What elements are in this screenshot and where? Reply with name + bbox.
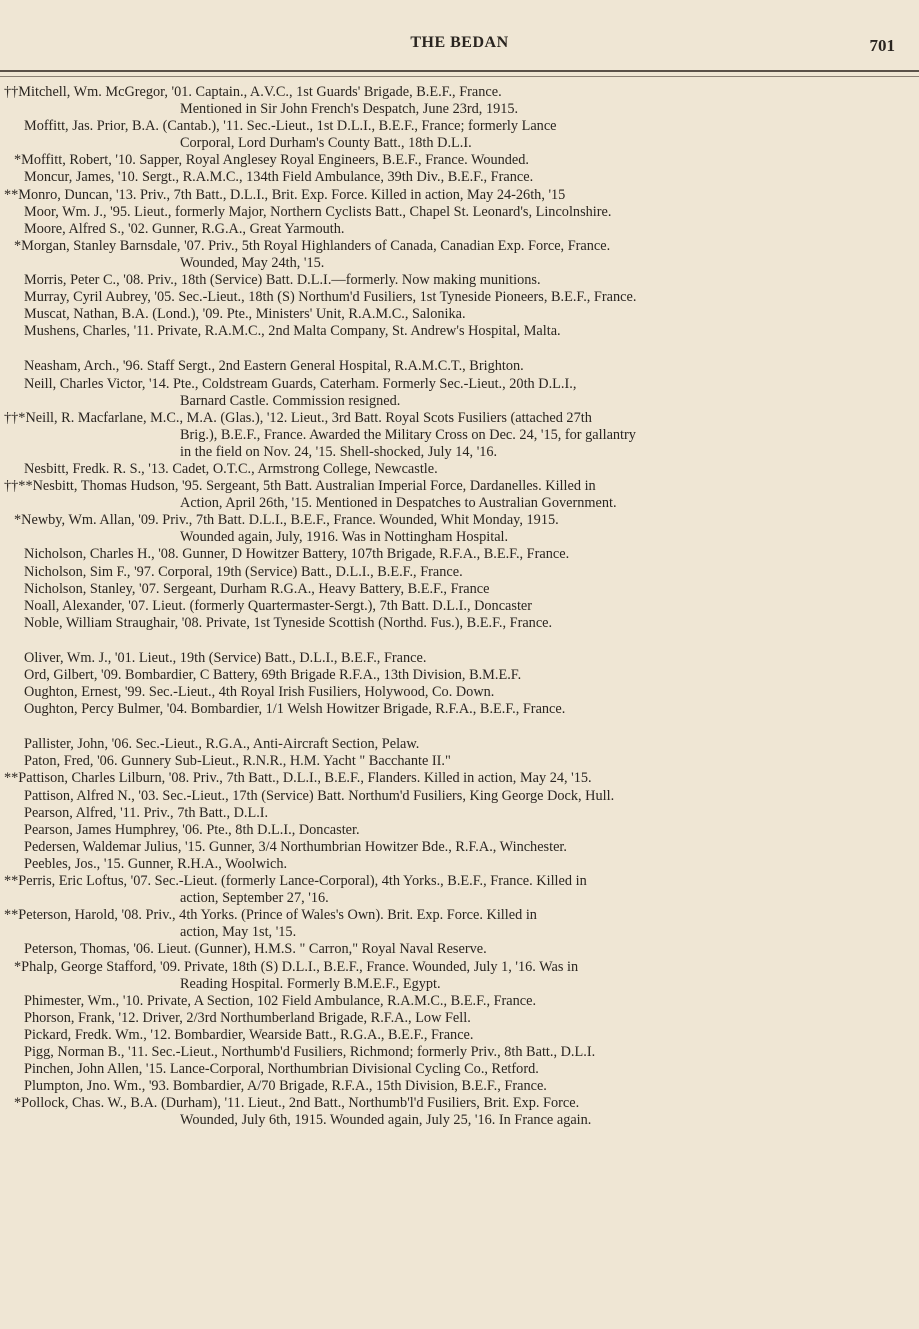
- entry-line: ††**Nesbitt, Thomas Hudson, '95. Sergeant, 5th Batt. Australian Imperial Force, Dardanelles. Killed in: [4, 478, 596, 495]
- entry-line: Nicholson, Stanley, '07. Sergeant, Durham R.G.A., Heavy Battery, B.E.F., France: [24, 580, 490, 597]
- entry-line: Pigg, Norman B., '11. Sec.-Lieut., Northumb'd Fusiliers, Richmond; formerly Priv., 8th Batt., D.L.I.: [24, 1043, 596, 1060]
- entry-line: Oliver, Wm. J., '01. Lieut., 19th (Service) Batt., D.L.I., B.E.F., France.: [24, 649, 427, 666]
- entry-line: Murray, Cyril Aubrey, '05. Sec.-Lieut., 18th (S) Northum'd Fusiliers, 1st Tyneside Pioneers, B.E.F., France.: [24, 289, 637, 306]
- page-number: 701: [869, 36, 895, 55]
- header-rule: [0, 70, 919, 77]
- entry-continuation-line: action, May 1st, '15.: [180, 924, 297, 941]
- entry-continuation-line: action, September 27, '16.: [180, 890, 329, 907]
- service-entry: [0, 805, 919, 822]
- entry-line: Pedersen, Waldemar Julius, '15. Gunner, 3/4 Northumbrian Howitzer Bde., R.F.A., Winchester.: [24, 838, 567, 855]
- service-entry: [0, 461, 919, 478]
- letter-section: [0, 358, 919, 632]
- service-entry: [0, 289, 919, 306]
- entry-line: Oughton, Ernest, '99. Sec.-Lieut., 4th Royal Irish Fusiliers, Holywood, Co. Down.: [24, 684, 495, 701]
- service-entry: [0, 152, 919, 169]
- service-entry: [0, 410, 919, 461]
- service-entry: [0, 598, 919, 615]
- entry-line: Moore, Alfred S., '02. Gunner, R.G.A., Great Yarmouth.: [24, 220, 345, 237]
- service-entry: [0, 822, 919, 839]
- entry-line: Pinchen, John Allen, '15. Lance-Corporal, Northumbrian Divisional Cycling Co., Retford.: [24, 1061, 539, 1078]
- entry-line: Peterson, Thomas, '06. Lieut. (Gunner), H.M.S. " Carron," Royal Naval Reserve.: [24, 941, 487, 958]
- entry-continuation-line: Reading Hospital. Formerly B.M.E.F., Egypt.: [180, 975, 441, 992]
- entry-line: Mushens, Charles, '11. Private, R.A.M.C., 2nd Malta Company, St. Andrew's Hospital, Malta.: [24, 323, 561, 340]
- service-entry: [0, 323, 919, 340]
- service-entry: [0, 839, 919, 856]
- entry-line: Moncur, James, '10. Sergt., R.A.M.C., 134th Field Ambulance, 39th Div., B.E.F., France.: [24, 169, 534, 186]
- entry-line: **Monro, Duncan, '13. Priv., 7th Batt., D.L.I., Brit. Exp. Force. Killed in action, May 24-26th, '15: [4, 186, 566, 203]
- entry-line: Pickard, Fredk. Wm., '12. Bombardier, Wearside Batt., R.G.A., B.E.F., France.: [24, 1026, 474, 1043]
- service-entry: [0, 306, 919, 323]
- service-entry: [0, 684, 919, 701]
- entry-continuation-line: Brig.), B.E.F., France. Awarded the Military Cross on Dec. 24, '15, for gallantry: [180, 426, 636, 443]
- service-entry: [0, 358, 919, 375]
- entry-continuation-line: Wounded again, July, 1916. Was in Nottingham Hospital.: [180, 529, 509, 546]
- entry-line: Noble, William Straughair, '08. Private, 1st Tyneside Scottish (Northd. Fus.), B.E.F., France.: [24, 614, 553, 631]
- service-entry: [0, 856, 919, 873]
- entry-line: Pattison, Alfred N., '03. Sec.-Lieut., 17th (Service) Batt. Northum'd Fusiliers, King George Dock, Hull.: [24, 787, 615, 804]
- entry-line: Muscat, Nathan, B.A. (Lond.), '09. Pte., Ministers' Unit, R.A.M.C., Salonika.: [24, 306, 466, 323]
- entry-line: **Pattison, Charles Lilburn, '08. Priv., 7th Batt., D.L.I., B.E.F., Flanders. Killed in action, May 24, '15.: [4, 770, 592, 787]
- service-entry: [0, 753, 919, 770]
- service-entry: [0, 1061, 919, 1078]
- entry-continuation-line: Mentioned in Sir John French's Despatch, June 23rd, 1915.: [180, 101, 519, 118]
- running-title: THE BEDAN: [410, 34, 509, 51]
- entry-line: *Pollock, Chas. W., B.A. (Durham), '11. Lieut., 2nd Batt., Northumb'l'd Fusiliers, Brit. Exp. Force.: [14, 1095, 580, 1112]
- service-entry: [0, 1044, 919, 1061]
- entry-line: Noall, Alexander, '07. Lieut. (formerly Quartermaster-Sergt.), 7th Batt. D.L.I., Doncaster: [24, 597, 533, 614]
- entry-line: *Newby, Wm. Allan, '09. Priv., 7th Batt. D.L.I., B.E.F., France. Wounded, Whit Monday, 1915.: [14, 512, 559, 529]
- entry-line: Nicholson, Charles H., '08. Gunner, D Howitzer Battery, 107th Brigade, R.F.A., B.E.F., France.: [24, 546, 570, 563]
- service-entry: [0, 169, 919, 186]
- entry-line: Peebles, Jos., '15. Gunner, R.H.A., Woolwich.: [24, 855, 288, 872]
- entry-line: Plumpton, Jno. Wm., '93. Bombardier, A/70 Brigade, R.F.A., 15th Division, B.E.F., France.: [24, 1078, 547, 1095]
- service-entry: [0, 907, 919, 941]
- entry-continuation-line: Wounded, July 6th, 1915. Wounded again, July 25, '16. In France again.: [180, 1112, 592, 1129]
- service-entry: [0, 204, 919, 221]
- entry-line: Nicholson, Sim F., '97. Corporal, 19th (Service) Batt., D.L.I., B.E.F., France.: [24, 563, 463, 580]
- entry-line: Neasham, Arch., '96. Staff Sergt., 2nd Eastern General Hospital, R.A.M.C.T., Brighton.: [24, 358, 524, 375]
- entry-line: Phorson, Frank, '12. Driver, 2/3rd Northumberland Brigade, R.F.A., Low Fell.: [24, 1009, 471, 1026]
- service-entry: [0, 1095, 919, 1129]
- entry-line: Pearson, Alfred, '11. Priv., 7th Batt., D.L.I.: [24, 804, 269, 821]
- service-entry: [0, 1010, 919, 1027]
- entry-line: Ord, Gilbert, '09. Bombardier, C Battery, 69th Brigade R.F.A., 13th Division, B.M.E.F.: [24, 667, 522, 683]
- service-entry: [0, 376, 919, 410]
- letter-section: [0, 650, 919, 718]
- entry-continuation-line: Action, April 26th, '15. Mentioned in Despatches to Australian Government.: [180, 495, 617, 512]
- entry-line: Morris, Peter C., '08. Priv., 18th (Service) Batt. D.L.I.—formerly. Now making munitions.: [24, 272, 541, 289]
- entry-line: *Moffitt, Robert, '10. Sapper, Royal Anglesey Royal Engineers, B.E.F., France. Wounded.: [14, 152, 529, 169]
- entry-line: **Perris, Eric Loftus, '07. Sec.-Lieut. (formerly Lance-Corporal), 4th Yorks., B.E.F., France. Killed in: [4, 873, 587, 890]
- service-entry: [0, 1078, 919, 1095]
- section-gap: [0, 718, 919, 736]
- service-entry: [0, 272, 919, 289]
- entry-line: Oughton, Percy Bulmer, '04. Bombardier, 1/1 Welsh Howitzer Brigade, R.F.A., B.E.F., France.: [24, 701, 566, 718]
- service-entry: [0, 478, 919, 512]
- section-gap: [0, 632, 919, 650]
- entry-line: Nesbitt, Fredk. R. S., '13. Cadet, O.T.C., Armstrong College, Newcastle.: [24, 460, 438, 477]
- service-entry: [0, 187, 919, 204]
- entry-continuation-line: Barnard Castle. Commission resigned.: [180, 392, 401, 409]
- service-entry: [0, 615, 919, 632]
- service-entry: [0, 546, 919, 563]
- entry-line: Pallister, John, '06. Sec.-Lieut., R.G.A., Anti-Aircraft Section, Pelaw.: [24, 736, 420, 753]
- service-entry: [0, 581, 919, 598]
- entry-continuation-line: Corporal, Lord Durham's County Batt., 18th D.L.I.: [180, 135, 472, 152]
- service-entry: [0, 238, 919, 272]
- entry-continuation-line: Wounded, May 24th, '15.: [180, 254, 325, 271]
- entry-line: Paton, Fred, '06. Gunnery Sub-Lieut., R.N.R., H.M. Yacht " Bacchante II.": [24, 753, 451, 770]
- service-entry: [0, 959, 919, 993]
- service-entry: [0, 993, 919, 1010]
- entry-line: Phimester, Wm., '10. Private, A Section, 102 Field Ambulance, R.A.M.C., B.E.F., France.: [24, 992, 537, 1009]
- entry-line: **Peterson, Harold, '08. Priv., 4th Yorks. (Prince of Wales's Own). Brit. Exp. Force. Killed in: [4, 907, 537, 924]
- service-entry: [0, 512, 919, 546]
- letter-section: [0, 84, 919, 340]
- page-header: [0, 30, 919, 60]
- entry-line: *Phalp, George Stafford, '09. Private, 18th (S) D.L.I., B.E.F., France. Wounded, July 1, '16. Was in: [14, 958, 579, 975]
- service-entry: [0, 221, 919, 238]
- entry-line: Neill, Charles Victor, '14. Pte., Coldstream Guards, Caterham. Formerly Sec.-Lieut., 20th D.L.I.,: [24, 375, 577, 392]
- service-entry: [0, 770, 919, 787]
- entry-line: ††*Neill, R. Macfarlane, M.C., M.A. (Glas.), '12. Lieut., 3rd Batt. Royal Scots Fusiliers (attached 27th: [4, 409, 592, 426]
- entry-line: Moffitt, Jas. Prior, B.A. (Cantab.), '11. Sec.-Lieut., 1st D.L.I., B.E.F., France; formerly Lance: [24, 118, 557, 135]
- service-entry: [0, 84, 919, 118]
- service-entry: [0, 667, 919, 684]
- entry-line: *Morgan, Stanley Barnsdale, '07. Priv., 5th Royal Highlanders of Canada, Canadian Exp. Force, France.: [14, 237, 611, 254]
- entry-line: ††Mitchell, Wm. McGregor, '01. Captain., A.V.C., 1st Guards' Brigade, B.E.F., France.: [4, 84, 502, 100]
- entry-line: Pearson, James Humphrey, '06. Pte., 8th D.L.I., Doncaster.: [24, 821, 360, 838]
- letter-section: [0, 736, 919, 1129]
- entry-continuation-line: in the field on Nov. 24, '15. Shell-shocked, July 14, '16.: [180, 443, 498, 460]
- service-entry: [0, 941, 919, 958]
- service-entry: [0, 118, 919, 152]
- service-entry: [0, 788, 919, 805]
- service-entry: [0, 650, 919, 667]
- service-entry: [0, 564, 919, 581]
- service-entry: [0, 873, 919, 907]
- service-entry: [0, 1027, 919, 1044]
- entry-line: Moor, Wm. J., '95. Lieut., formerly Major, Northern Cyclists Batt., Chapel St. Leonard's, Lincolnshire.: [24, 203, 612, 220]
- roll-of-service-list: [0, 84, 919, 1129]
- section-gap: [0, 340, 919, 358]
- service-entry: [0, 736, 919, 753]
- service-entry: [0, 701, 919, 718]
